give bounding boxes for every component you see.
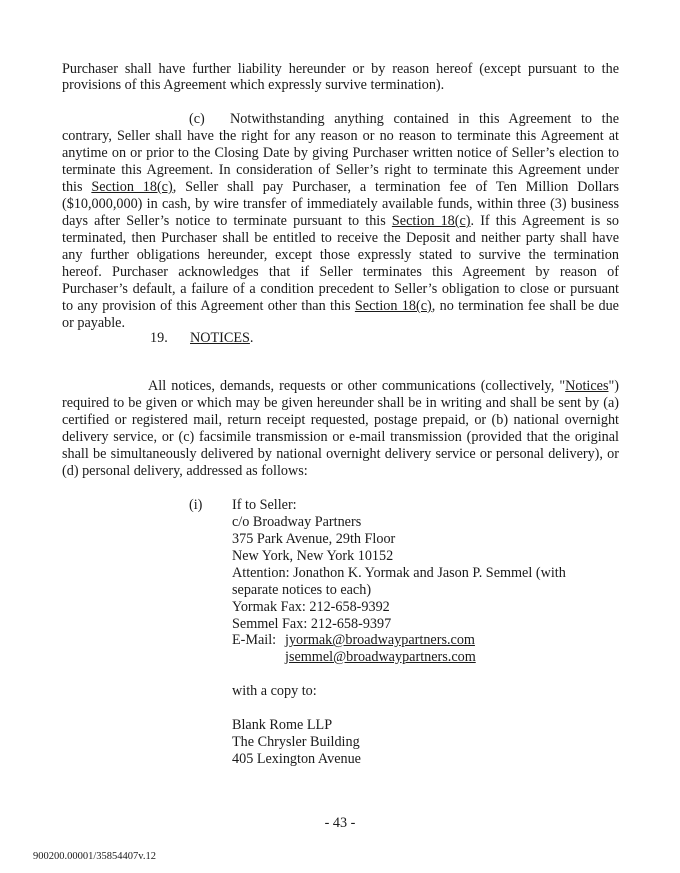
defined-term: Notices [565, 378, 609, 394]
paragraph-line: certified or registered mail, return receipt requested, postage prepaid, or (b) national overnight [62, 412, 619, 428]
address-line: c/o Broadway Partners [232, 514, 362, 530]
notice-item-label: (i) [189, 497, 203, 513]
paragraph-line: Purchaser shall have further liability hereunder or by reason hereof (except pursuant to the [62, 61, 619, 77]
paragraph-text: Notwithstanding anything contained in this Agreement to the [230, 111, 619, 127]
section-number: 19. [150, 330, 168, 346]
paragraph-line: this Section 18(c), Seller shall pay Purchaser, a termination fee of Ten Million Dollars [62, 179, 619, 195]
paragraph-line: delivery service, or (c) facsimile transmission or e-mail transmission (provided that the original [62, 429, 619, 445]
address-line: Attention: Jonathon K. Yormak and Jason P. Semmel (with [232, 565, 566, 581]
section-reference: Section 18(c) [91, 179, 173, 195]
address-line: New York, New York 10152 [232, 548, 394, 564]
section-reference: Section 18(c) [391, 213, 471, 229]
paragraph-line: required to be given or which may be given hereunder shall be in writing and shall be sent by (a) [62, 395, 619, 411]
paragraph-line: anytime on or prior to the Closing Date by giving Purchaser written notice of Seller’s election to [62, 145, 619, 161]
paragraph-line: contrary, Seller shall have the right for any reason or no reason to terminate this Agreement at [62, 128, 619, 144]
email-label: E-Mail: [232, 632, 277, 648]
paragraph-line: any further obligations hereunder, except those expressly stated to survive the termination [62, 247, 619, 263]
paragraph-line: Purchaser’s default, a failure of a condition precedent to Seller’s obligation to close or pursuant [62, 281, 619, 297]
section-heading: 19. NOTICES. [150, 330, 254, 346]
address-line: separate notices to each) [232, 582, 372, 598]
paragraph-line: or payable. [62, 315, 126, 331]
address-line: Yormak Fax: 212-658-9392 [232, 599, 390, 615]
paragraph-line: All notices, demands, requests or other communications (collectively, "Notices") [148, 378, 619, 394]
address-line: If to Seller: [232, 497, 297, 513]
subsection-label: (c) [189, 111, 205, 127]
email-link[interactable]: jyormak@broadwaypartners.com [285, 632, 475, 648]
paragraph-line: terminated, then Purchaser shall be entitled to receive the Deposit and neither party shall have [62, 230, 619, 246]
address-line: 405 Lexington Avenue [232, 751, 361, 767]
email-link[interactable]: jsemmel@broadwaypartners.com [285, 649, 476, 665]
page-number: - 43 - [324, 815, 356, 831]
paragraph-line: provisions of this Agreement which expressly survive termination). [62, 77, 445, 93]
paragraph-line: to any provision of this Agreement other than this Section 18(c), no termination fee shall be due [62, 298, 619, 314]
address-line: 375 Park Avenue, 29th Floor [232, 531, 396, 547]
address-line: Semmel Fax: 212-658-9397 [232, 616, 392, 632]
address-line: Blank Rome LLP [232, 717, 333, 733]
paragraph-line: (d) personal delivery, addressed as follows: [62, 463, 308, 479]
subsection-c-first-line [189, 111, 619, 128]
paragraph-line: hereof. Purchaser acknowledges that if Seller terminates this Agreement by reason of [62, 264, 619, 280]
document-id: 900200.00001/35854407v.12 [33, 851, 156, 862]
copy-to-label: with a copy to: [232, 683, 317, 699]
paragraph-line: days after Seller’s notice to terminate pursuant to this Section 18(c). If this Agreement is so [62, 213, 619, 229]
section-title: NOTICES [190, 330, 250, 346]
paragraph-line: terminate this Agreement. In consideration of Seller’s right to terminate this Agreement under [62, 162, 619, 178]
section-reference: Section 18(c) [354, 298, 432, 314]
address-line: The Chrysler Building [232, 734, 360, 750]
paragraph-line: ($10,000,000) in cash, by wire transfer of immediately available funds, within three (3) business [62, 196, 619, 212]
paragraph-line: shall be simultaneously delivered by national overnight delivery service or personal delivery), or [62, 446, 619, 462]
